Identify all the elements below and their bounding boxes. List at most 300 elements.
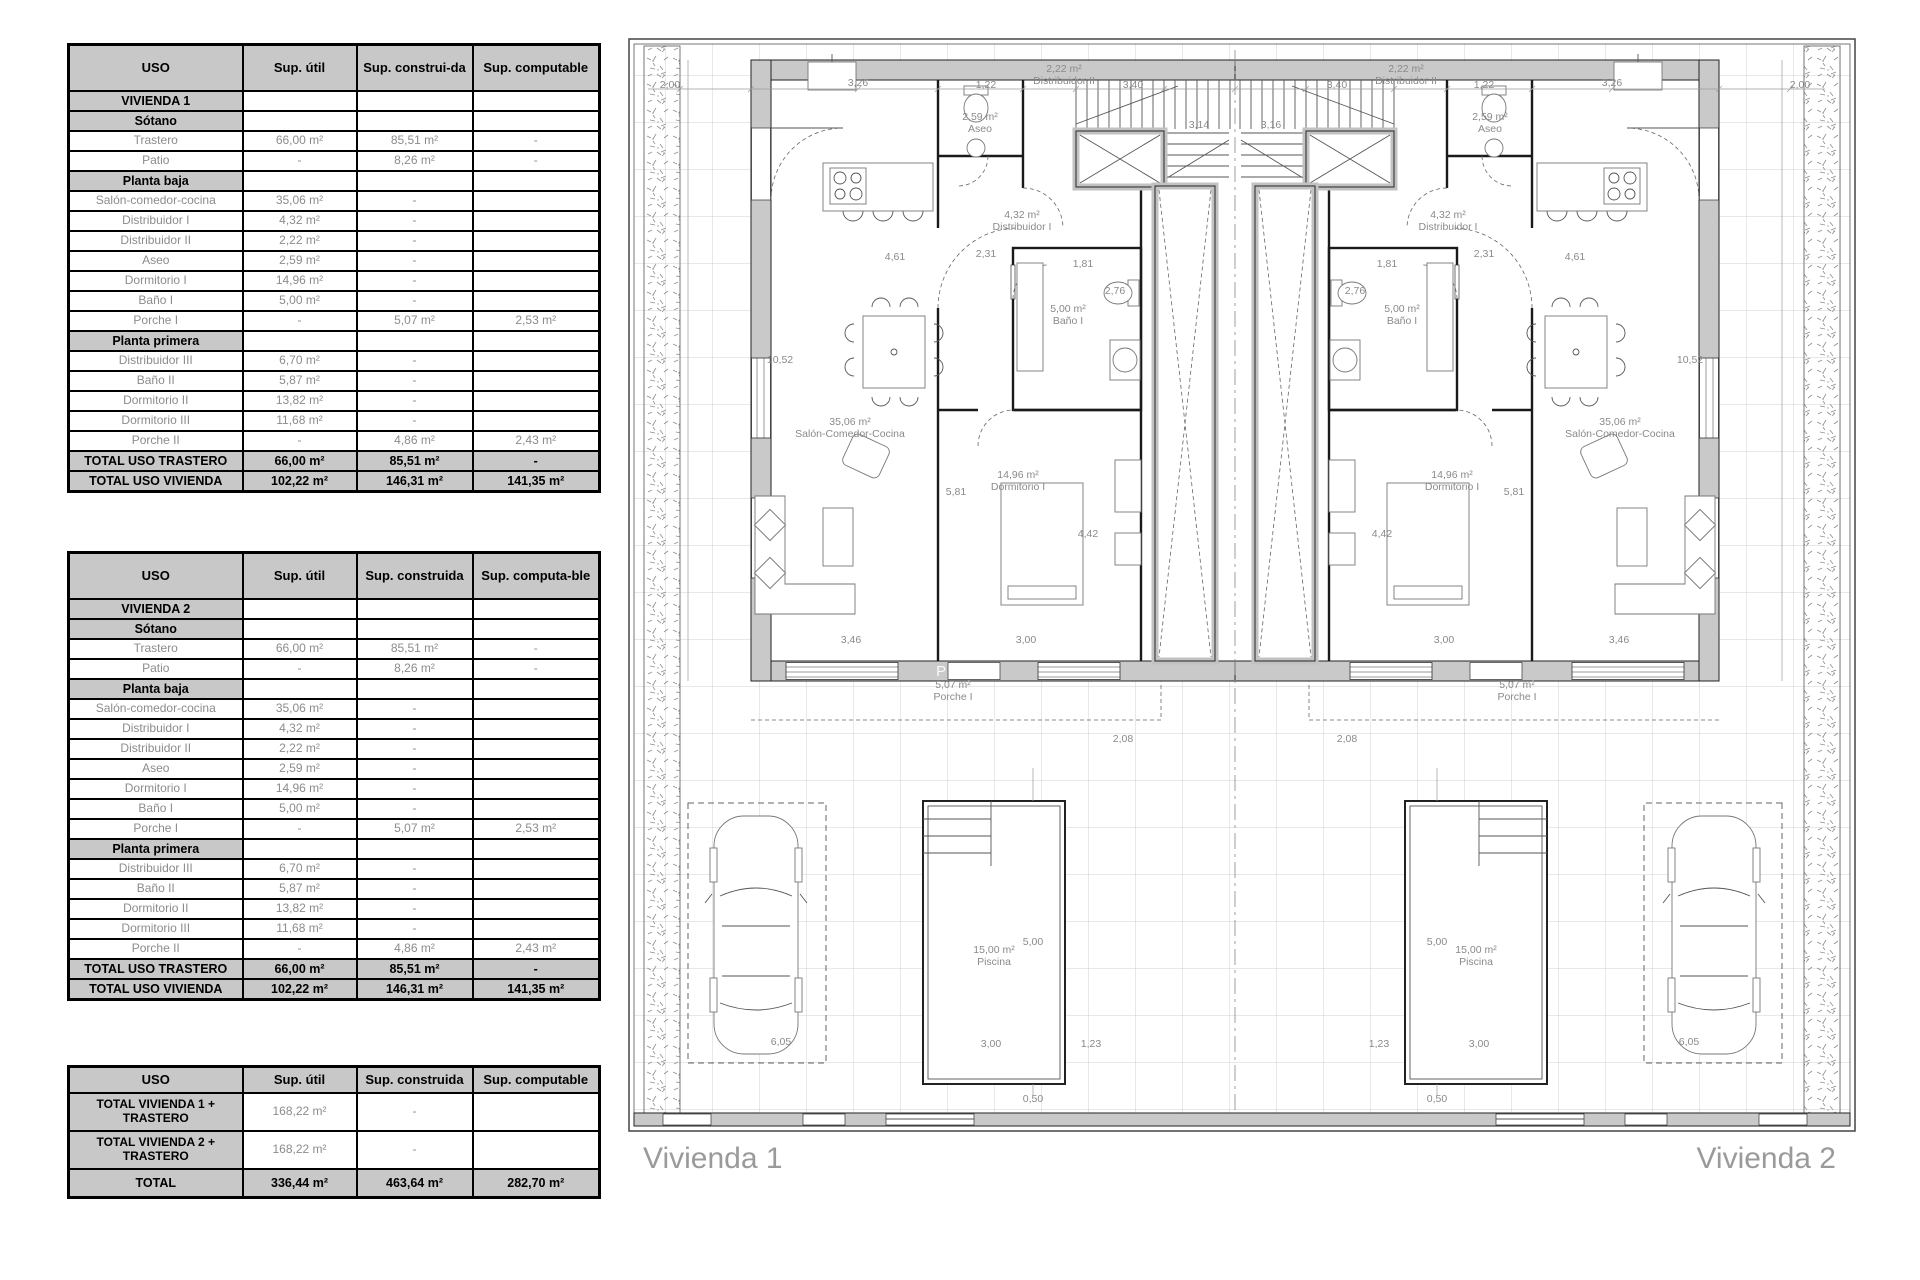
plan-label: 5,81 bbox=[945, 486, 967, 498]
row-label: Baño I bbox=[69, 291, 243, 311]
area-value: - bbox=[243, 659, 357, 679]
row-label: Distribuidor II bbox=[69, 739, 243, 759]
sink-icon bbox=[1110, 340, 1140, 380]
plan-label: 6,05 bbox=[770, 1036, 792, 1048]
table-row bbox=[69, 291, 600, 311]
plan-label: 15,00 m² Piscina bbox=[1455, 944, 1497, 968]
area-value: 4,32 m² bbox=[243, 211, 357, 231]
area-value bbox=[243, 111, 357, 131]
area-value bbox=[473, 291, 600, 311]
plan-label: 1,81 bbox=[1072, 258, 1094, 270]
table-row bbox=[69, 939, 600, 959]
row-label: Dormitorio III bbox=[69, 919, 243, 939]
row-label: Aseo bbox=[69, 759, 243, 779]
gravel-strip-left bbox=[644, 46, 680, 1124]
table-row bbox=[69, 131, 600, 151]
table-row bbox=[69, 659, 600, 679]
area-table-totals bbox=[67, 1065, 601, 1199]
row-label: TOTAL USO TRASTERO bbox=[69, 959, 243, 979]
area-value: - bbox=[357, 759, 473, 779]
area-value: 102,22 m² bbox=[243, 471, 357, 492]
area-value: 35,06 m² bbox=[243, 191, 357, 211]
plan-label: 1,81 bbox=[1376, 258, 1398, 270]
area-value: - bbox=[357, 859, 473, 879]
row-label: Dormitorio III bbox=[69, 411, 243, 431]
area-value bbox=[243, 679, 357, 699]
column-header: USO bbox=[69, 45, 243, 92]
area-value: - bbox=[357, 291, 473, 311]
area-value: 336,44 m² bbox=[243, 1169, 357, 1198]
table-row bbox=[69, 111, 600, 131]
row-label: Dormitorio II bbox=[69, 899, 243, 919]
plan-label: 3,14 bbox=[1188, 119, 1210, 131]
area-value bbox=[473, 839, 600, 859]
area-value: 2,59 m² bbox=[243, 251, 357, 271]
shower-icon bbox=[1017, 263, 1043, 371]
unit-label: Vivienda 1 bbox=[643, 1142, 783, 1175]
row-label: TOTAL bbox=[69, 1169, 243, 1198]
row-label: Baño II bbox=[69, 879, 243, 899]
plan-label: 15,00 m² Piscina bbox=[973, 944, 1015, 968]
area-value bbox=[473, 231, 600, 251]
plan-label: 1,22 bbox=[975, 79, 997, 91]
area-value: 5,07 m² bbox=[357, 819, 473, 839]
column-header: Sup. útil bbox=[243, 1067, 357, 1094]
table-row bbox=[69, 619, 600, 639]
area-value bbox=[473, 111, 600, 131]
area-value bbox=[473, 879, 600, 899]
area-value: - bbox=[357, 899, 473, 919]
area-value: 14,96 m² bbox=[243, 779, 357, 799]
wardrobe-icon bbox=[1115, 460, 1141, 512]
area-value bbox=[357, 839, 473, 859]
area-value: 35,06 m² bbox=[243, 699, 357, 719]
table-row bbox=[69, 171, 600, 191]
table-row bbox=[69, 979, 600, 1000]
table-row bbox=[69, 91, 600, 111]
table-row bbox=[69, 151, 600, 171]
area-value bbox=[473, 411, 600, 431]
area-value: 2,53 m² bbox=[473, 311, 600, 331]
plan-label: 5,07 m² Porche I bbox=[933, 679, 973, 703]
plan-label: 2,08 bbox=[1112, 733, 1134, 745]
table-row bbox=[69, 859, 600, 879]
area-value: 5,87 m² bbox=[243, 371, 357, 391]
area-value bbox=[473, 91, 600, 111]
row-label: Distribuidor II bbox=[69, 231, 243, 251]
area-value: 141,35 m² bbox=[473, 979, 600, 1000]
row-label: VIVIENDA 2 bbox=[69, 599, 243, 619]
table-row bbox=[69, 1169, 600, 1198]
area-value: - bbox=[243, 151, 357, 171]
table-header-row bbox=[69, 45, 600, 92]
plan-label: 5,81 bbox=[1503, 486, 1525, 498]
area-value: 5,07 m² bbox=[357, 311, 473, 331]
area-table-vivienda2 bbox=[67, 551, 601, 1001]
area-value: 2,59 m² bbox=[243, 759, 357, 779]
floor-plan bbox=[618, 28, 1868, 1193]
column-header: USO bbox=[69, 553, 243, 600]
area-value: - bbox=[473, 659, 600, 679]
row-label: TOTAL USO VIVIENDA bbox=[69, 471, 243, 492]
sink-icon bbox=[967, 139, 985, 157]
table-row bbox=[69, 271, 600, 291]
row-label: Porche II bbox=[69, 431, 243, 451]
plan-label: 5,00 m² Baño I bbox=[1384, 303, 1420, 327]
plan-label: 14,96 m² Dormitorio I bbox=[1424, 469, 1480, 493]
row-label: Trastero bbox=[69, 131, 243, 151]
plan-label: 3,00 bbox=[980, 1038, 1002, 1050]
area-value: - bbox=[357, 251, 473, 271]
row-label: Porche I bbox=[69, 819, 243, 839]
table-row bbox=[69, 779, 600, 799]
plan-label: 3,16 bbox=[1260, 119, 1282, 131]
coffee-table-icon bbox=[823, 508, 853, 566]
area-value: 66,00 m² bbox=[243, 131, 357, 151]
row-label: Porche I bbox=[69, 311, 243, 331]
table-row bbox=[69, 639, 600, 659]
area-table-vivienda1 bbox=[67, 43, 601, 493]
plan-label: 0,50 bbox=[1022, 1093, 1044, 1105]
table-row bbox=[69, 799, 600, 819]
area-value: 13,82 m² bbox=[243, 899, 357, 919]
area-value bbox=[243, 331, 357, 351]
table-header-row bbox=[69, 1067, 600, 1094]
area-value: 14,96 m² bbox=[243, 271, 357, 291]
column-header: USO bbox=[69, 1067, 243, 1094]
area-value bbox=[243, 91, 357, 111]
row-label: Sótano bbox=[69, 111, 243, 131]
plan-label: 6,05 bbox=[1678, 1036, 1700, 1048]
area-value: 85,51 m² bbox=[357, 959, 473, 979]
area-value bbox=[473, 351, 600, 371]
column-header: Sup. útil bbox=[243, 553, 357, 600]
plan-label: 4,32 m² Distribuidor I bbox=[1418, 209, 1478, 233]
area-value bbox=[243, 619, 357, 639]
area-value bbox=[473, 739, 600, 759]
area-value bbox=[357, 91, 473, 111]
area-value bbox=[473, 171, 600, 191]
area-value bbox=[357, 599, 473, 619]
area-value bbox=[473, 919, 600, 939]
plan-label: 3,40 bbox=[1122, 79, 1144, 91]
plan-label: 3,46 bbox=[1608, 634, 1630, 646]
unit-label: Vivienda 2 bbox=[1696, 1142, 1836, 1175]
table-row bbox=[69, 839, 600, 859]
table-row bbox=[69, 1131, 600, 1169]
row-label: Aseo bbox=[69, 251, 243, 271]
table-row bbox=[69, 759, 600, 779]
nightstand-icon bbox=[1115, 533, 1141, 565]
area-value bbox=[357, 331, 473, 351]
area-value: 11,68 m² bbox=[243, 411, 357, 431]
plan-label: 1,23 bbox=[1368, 1038, 1390, 1050]
area-value: - bbox=[357, 231, 473, 251]
plan-label: 14,96 m² Dormitorio I bbox=[990, 469, 1046, 493]
area-value: - bbox=[473, 151, 600, 171]
plan-label: 5,07 m² Porche I bbox=[1497, 679, 1537, 703]
area-value: 85,51 m² bbox=[357, 639, 473, 659]
row-label: Dormitorio I bbox=[69, 779, 243, 799]
row-label: Distribuidor III bbox=[69, 859, 243, 879]
row-label: TOTAL USO TRASTERO bbox=[69, 451, 243, 471]
table-row bbox=[69, 679, 600, 699]
area-value: 13,82 m² bbox=[243, 391, 357, 411]
column-header: Sup. construida bbox=[357, 553, 473, 600]
area-value: - bbox=[357, 391, 473, 411]
area-value: 85,51 m² bbox=[357, 451, 473, 471]
plan-label: 2,76 bbox=[1104, 285, 1126, 297]
area-value bbox=[473, 899, 600, 919]
table-row bbox=[69, 739, 600, 759]
column-header: Sup. computable bbox=[473, 1067, 600, 1094]
table-row bbox=[69, 471, 600, 492]
gravel-strip-right bbox=[1804, 46, 1840, 1124]
entrance-door bbox=[752, 128, 771, 200]
area-value: - bbox=[357, 371, 473, 391]
plan-label: 35,06 m² Salón-Comedor-Cocina bbox=[795, 416, 905, 440]
column-header: Sup. construida bbox=[357, 1067, 473, 1094]
area-value bbox=[473, 779, 600, 799]
plan-label: 0,50 bbox=[1426, 1093, 1448, 1105]
plan-label: 3,46 bbox=[840, 634, 862, 646]
plan-label: 4,42 bbox=[1077, 528, 1099, 540]
table-row bbox=[69, 331, 600, 351]
plan-label: 4,61 bbox=[1564, 251, 1586, 263]
area-value: - bbox=[357, 779, 473, 799]
area-value bbox=[473, 191, 600, 211]
area-value: 11,68 m² bbox=[243, 919, 357, 939]
area-value: 146,31 m² bbox=[357, 979, 473, 1000]
plan-label: 3,26 bbox=[847, 77, 869, 89]
plan-label: 4,32 m² Distribuidor I bbox=[992, 209, 1052, 233]
row-label: Porche II bbox=[69, 939, 243, 959]
area-value: - bbox=[357, 879, 473, 899]
row-label: Distribuidor III bbox=[69, 351, 243, 371]
area-value bbox=[357, 619, 473, 639]
area-value: - bbox=[243, 939, 357, 959]
area-value: 282,70 m² bbox=[473, 1169, 600, 1198]
area-value bbox=[473, 1131, 600, 1169]
area-value bbox=[243, 839, 357, 859]
area-value bbox=[357, 111, 473, 131]
column-header: Sup. computa-ble bbox=[473, 553, 600, 600]
area-value: 2,22 m² bbox=[243, 231, 357, 251]
plan-label: 2,22 m² Distribuidor II bbox=[1375, 63, 1437, 87]
area-value: 85,51 m² bbox=[357, 131, 473, 151]
area-value: 463,64 m² bbox=[357, 1169, 473, 1198]
table-row bbox=[69, 451, 600, 471]
table-row bbox=[69, 371, 600, 391]
row-label: Planta primera bbox=[69, 839, 243, 859]
area-value: - bbox=[357, 719, 473, 739]
plan-label: 5,00 bbox=[1022, 936, 1044, 948]
table-header-row bbox=[69, 553, 600, 600]
hob-icon bbox=[830, 168, 866, 204]
plan-label: 2,22 m² Distribuidor II bbox=[1033, 63, 1095, 87]
plan-label: 2,08 bbox=[1336, 733, 1358, 745]
table-row bbox=[69, 411, 600, 431]
plan-label: 2,59 m² Aseo bbox=[962, 111, 998, 135]
area-value: - bbox=[243, 431, 357, 451]
area-value: 6,70 m² bbox=[243, 351, 357, 371]
row-label: TOTAL USO VIVIENDA bbox=[69, 979, 243, 1000]
area-value: 141,35 m² bbox=[473, 471, 600, 492]
area-value: 4,32 m² bbox=[243, 719, 357, 739]
area-value: - bbox=[357, 271, 473, 291]
area-value: 2,22 m² bbox=[243, 739, 357, 759]
table-row bbox=[69, 211, 600, 231]
area-value: 146,31 m² bbox=[357, 471, 473, 492]
area-value: 8,26 m² bbox=[357, 659, 473, 679]
area-value: 8,26 m² bbox=[357, 151, 473, 171]
watermark: PERT bbox=[936, 663, 1004, 680]
row-label: Distribuidor I bbox=[69, 719, 243, 739]
table-row bbox=[69, 919, 600, 939]
area-value bbox=[473, 599, 600, 619]
area-value: - bbox=[357, 411, 473, 431]
plan-label: 3,00 bbox=[1015, 634, 1037, 646]
car-icon bbox=[705, 816, 807, 1054]
area-value: - bbox=[357, 191, 473, 211]
plan-label: 2,76 bbox=[1344, 285, 1366, 297]
area-value: - bbox=[357, 799, 473, 819]
plan-label: 2,59 m² Aseo bbox=[1472, 111, 1508, 135]
table-row bbox=[69, 599, 600, 619]
table-row bbox=[69, 699, 600, 719]
column-header: Sup. útil bbox=[243, 45, 357, 92]
area-value bbox=[357, 171, 473, 191]
table-row bbox=[69, 431, 600, 451]
table-row bbox=[69, 879, 600, 899]
area-value: 168,22 m² bbox=[243, 1131, 357, 1169]
plan-label: 10,52 bbox=[766, 354, 794, 366]
row-label: Planta baja bbox=[69, 679, 243, 699]
row-label: Planta primera bbox=[69, 331, 243, 351]
plan-label: 10,52 bbox=[1676, 354, 1704, 366]
window bbox=[786, 663, 898, 680]
row-label: Patio bbox=[69, 151, 243, 171]
row-label: TOTAL VIVIENDA 1 + TRASTERO bbox=[69, 1093, 243, 1131]
area-value bbox=[473, 211, 600, 231]
area-value: 66,00 m² bbox=[243, 959, 357, 979]
column-header: Sup. construi-da bbox=[357, 45, 473, 92]
plan-label: 3,40 bbox=[1326, 79, 1348, 91]
table-row bbox=[69, 899, 600, 919]
area-value: 5,87 m² bbox=[243, 879, 357, 899]
area-value: 2,53 m² bbox=[473, 819, 600, 839]
area-value bbox=[473, 271, 600, 291]
table-row bbox=[69, 251, 600, 271]
row-label: Sótano bbox=[69, 619, 243, 639]
area-value: 2,43 m² bbox=[473, 431, 600, 451]
area-value: 5,00 m² bbox=[243, 291, 357, 311]
plan-label: 3,00 bbox=[1468, 1038, 1490, 1050]
area-value bbox=[473, 759, 600, 779]
table-row bbox=[69, 391, 600, 411]
area-value bbox=[473, 799, 600, 819]
plan-label: 4,61 bbox=[884, 251, 906, 263]
row-label: Dormitorio I bbox=[69, 271, 243, 291]
area-value: 5,00 m² bbox=[243, 799, 357, 819]
area-value bbox=[473, 371, 600, 391]
window bbox=[752, 358, 771, 438]
area-value: 66,00 m² bbox=[243, 451, 357, 471]
area-value: 2,43 m² bbox=[473, 939, 600, 959]
area-value: 6,70 m² bbox=[243, 859, 357, 879]
area-value: - bbox=[357, 211, 473, 231]
light-well bbox=[1155, 186, 1215, 661]
plan-label: 1,23 bbox=[1080, 1038, 1102, 1050]
table-row bbox=[69, 1093, 600, 1131]
table-row bbox=[69, 191, 600, 211]
table-row bbox=[69, 311, 600, 331]
area-value: 4,86 m² bbox=[357, 939, 473, 959]
area-value: - bbox=[357, 739, 473, 759]
table-row bbox=[69, 819, 600, 839]
area-value bbox=[473, 859, 600, 879]
area-value: - bbox=[357, 351, 473, 371]
plan-label: 2,00 bbox=[1789, 79, 1811, 91]
window bbox=[1038, 663, 1120, 680]
plan-label: 4,42 bbox=[1371, 528, 1393, 540]
area-value bbox=[473, 719, 600, 739]
area-value: 168,22 m² bbox=[243, 1093, 357, 1131]
area-value bbox=[243, 599, 357, 619]
row-label: Salón-comedor-cocina bbox=[69, 699, 243, 719]
area-value: - bbox=[357, 699, 473, 719]
area-value: - bbox=[357, 1093, 473, 1131]
row-label: Baño II bbox=[69, 371, 243, 391]
plan-label: 2,31 bbox=[1473, 248, 1495, 260]
row-label: TOTAL VIVIENDA 2 + TRASTERO bbox=[69, 1131, 243, 1169]
area-value: - bbox=[473, 131, 600, 151]
plan-label: 1,22 bbox=[1473, 79, 1495, 91]
table-row bbox=[69, 351, 600, 371]
plan-label: 3,26 bbox=[1601, 77, 1623, 89]
plan-label: 2,31 bbox=[975, 248, 997, 260]
area-value bbox=[473, 619, 600, 639]
area-value bbox=[473, 331, 600, 351]
row-label: Distribuidor I bbox=[69, 211, 243, 231]
area-value bbox=[473, 679, 600, 699]
row-label: VIVIENDA 1 bbox=[69, 91, 243, 111]
row-label: Trastero bbox=[69, 639, 243, 659]
table-row bbox=[69, 959, 600, 979]
area-value: - bbox=[473, 451, 600, 471]
area-value bbox=[243, 171, 357, 191]
area-value: - bbox=[243, 819, 357, 839]
table-row bbox=[69, 231, 600, 251]
plan-label: 3,00 bbox=[1433, 634, 1455, 646]
area-value bbox=[473, 699, 600, 719]
column-header: Sup. computable bbox=[473, 45, 600, 92]
row-label: Baño I bbox=[69, 799, 243, 819]
plan-label: 2,00 bbox=[659, 79, 681, 91]
area-value: - bbox=[243, 311, 357, 331]
area-value bbox=[473, 251, 600, 271]
plan-label: 5,00 bbox=[1426, 936, 1448, 948]
area-value bbox=[473, 391, 600, 411]
area-value: - bbox=[357, 1131, 473, 1169]
plan-label: 35,06 m² Salón-Comedor-Cocina bbox=[1565, 416, 1675, 440]
area-value: 4,86 m² bbox=[357, 431, 473, 451]
row-label: Dormitorio II bbox=[69, 391, 243, 411]
area-value: - bbox=[357, 919, 473, 939]
area-value bbox=[357, 679, 473, 699]
table-row bbox=[69, 719, 600, 739]
area-value: 66,00 m² bbox=[243, 639, 357, 659]
